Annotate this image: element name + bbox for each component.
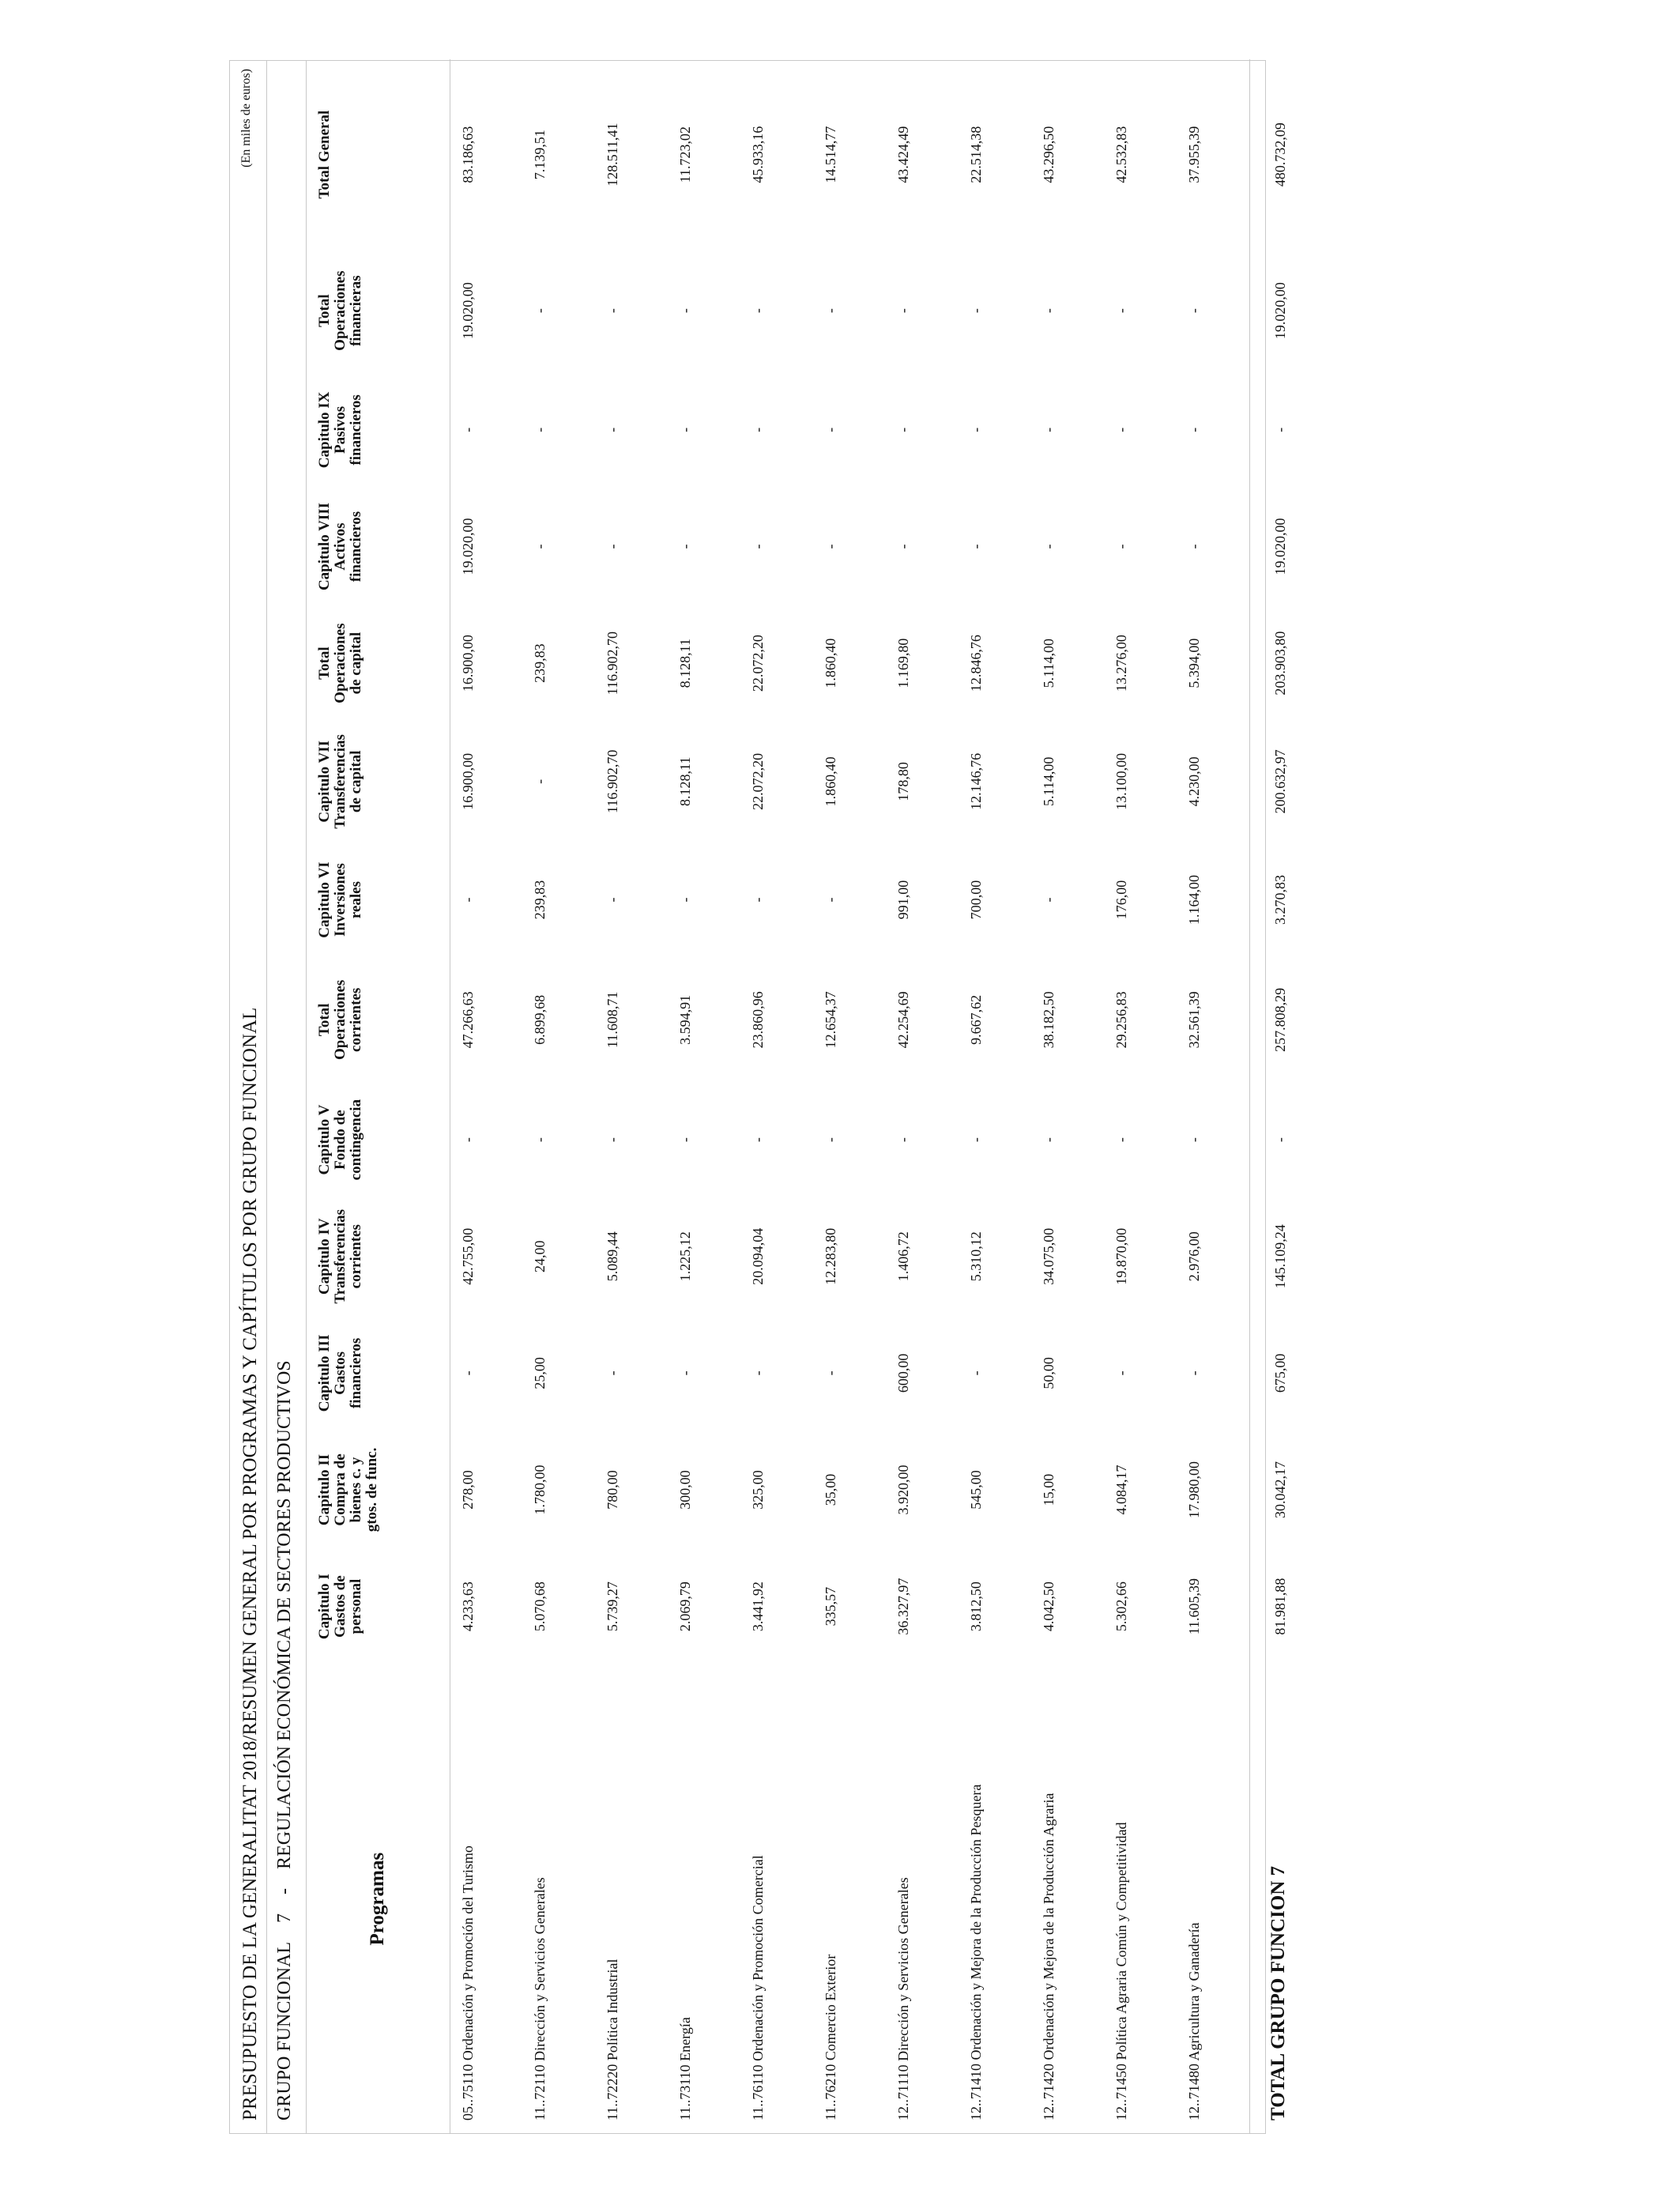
col-header-line: Capitulo III	[316, 1334, 333, 1412]
value-cell-cap6: -	[459, 897, 476, 903]
value-cell-cap2: 300,00	[677, 1470, 693, 1510]
value-cell-cap4: 42.755,00	[459, 1227, 476, 1285]
col-header-line: Total General	[316, 110, 333, 199]
value-cell-cap3: -	[677, 1370, 693, 1376]
group-dash: -	[274, 1887, 295, 1894]
value-cell-cap3: 25,00	[532, 1357, 548, 1389]
value-cell-cap8: -	[895, 544, 911, 549]
program-name: Ordenación y Promoción Comercial	[750, 1855, 766, 2061]
group-number: 7	[274, 1913, 295, 1923]
value-cell-tot-cap: 16.900,00	[459, 635, 476, 692]
value-cell-cap3: 675,00	[1271, 1353, 1288, 1393]
col-header-line: corrientes	[348, 1224, 364, 1289]
total-label: TOTAL GRUPO FUNCION 7	[1267, 1865, 1289, 2120]
value-cell-total: 7.139,51	[532, 130, 548, 180]
col-header-line: Pasivos	[332, 405, 348, 454]
value-cell-cap2: 325,00	[750, 1470, 766, 1510]
value-cell-tot-cap: 22.072,20	[750, 635, 766, 692]
col-header-tot-fin	[306, 250, 450, 371]
program-name: Dirección y Servicios Generales	[895, 1877, 911, 2061]
value-cell-cap5: -	[1041, 1137, 1057, 1143]
col-header-tot-corr	[306, 958, 450, 1081]
value-cell-tot-corr: 32.561,39	[1186, 991, 1202, 1049]
col-header-line: Operaciones	[332, 270, 348, 351]
program-code: 11..72110	[532, 2064, 548, 2120]
col-header-cap2	[306, 1431, 450, 1548]
value-cell-total: 22.514,38	[968, 126, 984, 183]
col-header-line: Capitulo VIII	[316, 502, 333, 591]
program-code: 12..71410	[968, 2064, 984, 2120]
col-header-cap8	[306, 488, 450, 605]
budget-page	[229, 60, 1289, 2134]
value-cell-cap9: -	[750, 427, 766, 432]
value-cell-cap9: -	[1041, 427, 1057, 432]
value-cell-cap5: -	[605, 1137, 620, 1143]
value-cell-cap4: 5.310,12	[968, 1231, 984, 1282]
table-row	[1104, 59, 1177, 2133]
col-header-line: gtos. de func.	[363, 1447, 380, 1532]
value-cell-cap5: -	[1271, 1137, 1288, 1143]
col-header-total	[306, 59, 450, 250]
value-cell-tot-corr: 38.182,50	[1041, 991, 1057, 1049]
value-cell-cap1: 4.233,63	[459, 1581, 476, 1632]
value-cell-cap9: -	[605, 427, 620, 432]
value-cell-total: 14.514,77	[823, 126, 838, 183]
value-cell-tot-fin: -	[1186, 308, 1202, 314]
value-cell-cap7: 1.860,40	[823, 756, 838, 807]
col-header-line: Transferencias	[332, 734, 348, 829]
value-cell-cap6: -	[1041, 897, 1057, 903]
value-cell-tot-fin: -	[823, 308, 838, 314]
table-row	[450, 59, 522, 2133]
value-cell-cap2: 15,00	[1041, 1473, 1057, 1506]
value-cell-cap1: 36.327,97	[895, 1578, 911, 1635]
value-cell-cap6: 1.164,00	[1186, 875, 1202, 925]
value-cell-cap6: -	[605, 897, 620, 903]
table-row	[1177, 59, 1249, 2133]
value-cell-cap7: 13.100,00	[1113, 752, 1129, 810]
value-cell-cap3: -	[605, 1370, 620, 1376]
col-header-cap1	[306, 1548, 450, 1665]
program-cell	[1177, 1664, 1249, 2133]
value-cell-tot-cap: 116.902,70	[605, 631, 620, 696]
value-cell-tot-cap: 1.860,40	[823, 638, 838, 688]
col-header-line: Activos	[332, 522, 348, 571]
value-cell-cap2: 4.084,17	[1113, 1465, 1129, 1515]
value-cell-cap8: -	[605, 544, 620, 549]
value-cell-total: 11.723,02	[677, 126, 693, 183]
value-cell-tot-corr: 11.608,71	[605, 991, 620, 1048]
col-header-line: Capitulo II	[316, 1453, 333, 1526]
value-cell-cap5: -	[968, 1137, 984, 1143]
value-cell-cap9: -	[1186, 427, 1202, 432]
value-cell-total: 45.933,16	[750, 126, 766, 183]
value-cell-cap2: 35,00	[823, 1473, 838, 1506]
col-header-line: Operaciones	[332, 623, 348, 703]
value-cell-cap6: -	[823, 897, 838, 903]
value-cell-cap4: 1.406,72	[895, 1231, 911, 1282]
value-cell-tot-corr: 257.808,29	[1271, 987, 1288, 1052]
value-cell-tot-fin: -	[532, 308, 548, 314]
col-header-line: reales	[348, 880, 364, 919]
value-cell-cap7: 8.128,11	[677, 756, 693, 807]
program-code: 11..76110	[750, 2064, 766, 2120]
value-cell-cap2: 30.042,17	[1271, 1461, 1288, 1518]
value-cell-cap7: 200.632,97	[1271, 749, 1288, 814]
value-cell-cap9: -	[1271, 427, 1288, 432]
program-code: 12..71110	[895, 2064, 911, 2120]
value-cell-cap8: -	[1186, 544, 1202, 549]
value-cell-tot-cap: 13.276,00	[1113, 635, 1129, 692]
value-cell-cap5: -	[532, 1137, 548, 1143]
value-cell-cap4: 20.094,04	[750, 1227, 766, 1285]
col-header-cap7	[306, 722, 450, 842]
value-cell-cap2: 1.780,00	[532, 1465, 548, 1515]
col-header-line: de capital	[348, 750, 364, 813]
col-header-cap6	[306, 842, 450, 959]
value-cell-cap1: 5.739,27	[605, 1581, 620, 1632]
col-header-line: personal	[348, 1578, 364, 1634]
value-cell-tot-fin: -	[1113, 308, 1129, 314]
value-cell-cap1: 11.605,39	[1186, 1578, 1202, 1635]
value-cell-cap6: 700,00	[968, 880, 984, 920]
col-header-line: Capitulo VI	[316, 861, 333, 938]
program-code: 12..71450	[1113, 2064, 1129, 2120]
value-cell-cap5: -	[677, 1137, 693, 1143]
col-header-line: Transferencias	[332, 1208, 348, 1304]
col-header-line: corrientes	[348, 987, 364, 1052]
value-cell-cap8: -	[823, 544, 838, 549]
program-name: Agricultura y Ganadería	[1186, 1922, 1202, 2061]
col-header-line: Gastos	[332, 1351, 348, 1395]
table-row	[740, 59, 813, 2133]
value-cell-total: 128.511,41	[605, 123, 620, 187]
value-cell-cap4: 5.089,44	[605, 1231, 620, 1282]
value-cell-cap7: 178,80	[895, 762, 911, 801]
value-cell-tot-corr: 23.860,96	[750, 991, 766, 1049]
program-cell	[450, 1664, 522, 2133]
value-cell-cap8: -	[1113, 544, 1129, 549]
col-header-tot-cap	[306, 605, 450, 722]
value-cell-tot-fin: -	[968, 308, 984, 314]
value-cell-cap5: -	[895, 1137, 911, 1143]
value-cell-cap8: -	[532, 544, 548, 549]
value-cell-tot-corr: 29.256,83	[1113, 991, 1129, 1049]
value-cell-tot-cap: 203.903,80	[1271, 631, 1288, 696]
value-cell-cap1: 5.070,68	[532, 1581, 548, 1632]
value-cell-tot-corr: 47.266,63	[459, 991, 476, 1049]
value-cell-cap3: -	[968, 1370, 984, 1376]
value-cell-tot-cap: 1.169,80	[895, 638, 911, 688]
col-header-line: Compra de	[332, 1453, 348, 1526]
value-cell-cap3: 600,00	[895, 1353, 911, 1393]
col-header-programas: Programas	[366, 1852, 388, 1946]
value-cell-cap8: 19.020,00	[459, 518, 476, 575]
col-header-cap9	[306, 371, 450, 488]
value-cell-cap7: 22.072,20	[750, 752, 766, 810]
program-cell	[740, 1664, 813, 2133]
table-row	[1031, 59, 1104, 2133]
functional-group	[274, 1346, 296, 2120]
value-cell-cap5: -	[459, 1137, 476, 1143]
value-cell-cap7: 5.114,00	[1041, 756, 1057, 807]
value-cell-cap1: 335,57	[823, 1586, 838, 1627]
value-cell-cap6: 991,00	[895, 880, 911, 920]
value-cell-cap2: 780,00	[605, 1470, 620, 1510]
col-header-line: financieros	[348, 511, 364, 582]
value-cell-cap5: -	[1186, 1137, 1202, 1143]
col-header-line: de capital	[348, 631, 364, 695]
program-cell	[886, 1664, 959, 2133]
value-cell-cap4: 24,00	[532, 1240, 548, 1272]
title-divider	[266, 61, 267, 2133]
program-cell	[668, 1664, 740, 2133]
program-cell	[813, 1664, 886, 2133]
value-cell-tot-fin: 19.020,00	[1271, 282, 1288, 340]
program-name: Dirección y Servicios Generales	[532, 1877, 548, 2061]
program-code: 11..73110	[677, 2064, 693, 2120]
value-cell-total: 43.424,49	[895, 126, 911, 183]
program-cell	[959, 1664, 1031, 2133]
value-cell-cap3: -	[750, 1370, 766, 1376]
col-header-line: Capitulo IX	[316, 391, 333, 469]
col-header-line: contingencia	[348, 1099, 364, 1181]
value-cell-cap9: -	[532, 427, 548, 432]
program-code: 11..76210	[823, 2064, 838, 2120]
col-header-cap3	[306, 1315, 450, 1432]
col-header-line: Capitulo V	[316, 1104, 333, 1175]
value-cell-cap1: 5.302,66	[1113, 1581, 1129, 1632]
value-cell-cap8: -	[677, 544, 693, 549]
value-cell-cap5: -	[1113, 1137, 1129, 1143]
value-cell-total: 37.955,39	[1186, 126, 1202, 183]
value-cell-cap2: 278,00	[459, 1470, 476, 1510]
value-cell-tot-corr: 6.899,68	[532, 994, 548, 1045]
value-cell-cap5: -	[823, 1137, 838, 1143]
total-row	[1249, 59, 1325, 2133]
table-header-row	[306, 59, 450, 2133]
value-cell-cap9: -	[968, 427, 984, 432]
value-cell-cap6: 176,00	[1113, 880, 1129, 920]
value-cell-cap3: -	[1113, 1370, 1129, 1376]
value-cell-cap1: 81.981,88	[1271, 1578, 1288, 1635]
value-cell-cap3: -	[459, 1370, 476, 1376]
col-header-line: Fondo de	[332, 1110, 348, 1170]
program-code: 12..71480	[1186, 2064, 1202, 2120]
value-cell-cap6: 3.270,83	[1271, 875, 1288, 925]
table-row	[813, 59, 886, 2133]
value-cell-cap4: 12.283,80	[823, 1227, 838, 1285]
value-cell-tot-fin: 19.020,00	[459, 282, 476, 340]
table-row	[886, 59, 959, 2133]
value-cell-tot-fin: -	[1041, 308, 1057, 314]
col-header-cap5	[306, 1081, 450, 1198]
value-cell-tot-cap: 239,83	[532, 643, 548, 683]
value-cell-cap4: 19.870,00	[1113, 1227, 1129, 1285]
col-header-line: financieros	[348, 1337, 364, 1409]
value-cell-cap4: 34.075,00	[1041, 1227, 1057, 1285]
value-cell-cap8: 19.020,00	[1271, 518, 1288, 575]
value-cell-cap7: -	[532, 778, 548, 784]
value-cell-cap2: 17.980,00	[1186, 1461, 1202, 1518]
value-cell-cap9: -	[677, 427, 693, 432]
col-header-line: Inversiones	[332, 863, 348, 937]
program-name: Energía	[677, 2017, 693, 2061]
program-name: Ordenación y Promoción del Turismo	[459, 1845, 476, 2061]
value-cell-cap9: -	[895, 427, 911, 432]
value-cell-total: 83.186,63	[459, 126, 476, 183]
table-row	[959, 59, 1031, 2133]
col-header-line: financieras	[348, 275, 364, 347]
program-cell	[522, 1664, 595, 2133]
col-header-line: financieros	[348, 394, 364, 466]
table-row	[595, 59, 668, 2133]
value-cell-cap1: 3.812,50	[968, 1581, 984, 1632]
program-code: 12..71420	[1041, 2064, 1057, 2120]
program-name: Política Industrial	[605, 1958, 620, 2061]
program-code: 05..75110	[459, 2064, 476, 2120]
value-cell-tot-cap: 5.114,00	[1041, 638, 1057, 688]
table-body	[450, 59, 1325, 2133]
group-name: REGULACIÓN ECONÓMICA DE SECTORES PRODUCTIVOS	[274, 1360, 295, 1869]
program-code: 11..72220	[605, 2064, 620, 2120]
value-cell-cap9: -	[1113, 427, 1129, 432]
value-cell-cap3: -	[1186, 1370, 1202, 1376]
table-row	[522, 59, 595, 2133]
program-name: Comercio Exterior	[823, 1954, 838, 2061]
program-name: Ordenación y Mejora de la Producción Pesquera	[968, 1784, 984, 2060]
value-cell-tot-fin: -	[750, 308, 766, 314]
col-header-line: Operaciones	[332, 979, 348, 1060]
value-cell-total: 43.296,50	[1041, 126, 1057, 183]
value-cell-tot-fin: -	[895, 308, 911, 314]
col-header-line: Capitulo VII	[316, 741, 333, 823]
document-title: PRESUPUESTO DE LA GENERALITAT 2018/RESUMEN GENERAL POR PROGRAMAS Y CAPÍTULOS POR GRUPO FUNCIONAL	[239, 1007, 261, 2120]
value-cell-cap8: -	[750, 544, 766, 549]
value-cell-tot-fin: -	[677, 308, 693, 314]
value-cell-cap7: 4.230,00	[1186, 756, 1202, 807]
value-cell-tot-fin: -	[605, 308, 620, 314]
col-header-line: Total	[316, 1003, 333, 1037]
program-cell	[1031, 1664, 1104, 2133]
value-cell-cap9: -	[823, 427, 838, 432]
value-cell-tot-cap: 12.846,76	[968, 635, 984, 692]
value-cell-cap2: 545,00	[968, 1470, 984, 1510]
col-header-line: Total	[316, 647, 333, 680]
value-cell-cap5: -	[750, 1137, 766, 1143]
value-cell-total: 480.732,09	[1271, 123, 1288, 187]
value-cell-cap4: 1.225,12	[677, 1231, 693, 1282]
group-label: GRUPO FUNCIONAL	[274, 1941, 295, 2120]
program-name: Política Agraria Común y Competitividad	[1113, 1822, 1129, 2060]
value-cell-cap3: -	[823, 1370, 838, 1376]
value-cell-tot-cap: 5.394,00	[1186, 638, 1202, 688]
value-cell-cap3: 50,00	[1041, 1357, 1057, 1389]
budget-table-wrapper	[306, 61, 1289, 2133]
value-cell-cap8: -	[968, 544, 984, 549]
value-cell-cap7: 12.146,76	[968, 752, 984, 810]
value-cell-cap1: 3.441,92	[750, 1581, 766, 1632]
value-cell-cap6: -	[750, 897, 766, 903]
value-cell-cap4: 145.109,24	[1271, 1224, 1288, 1289]
value-cell-total: 42.532,83	[1113, 126, 1129, 183]
program-cell	[1104, 1664, 1177, 2133]
value-cell-tot-cap: 8.128,11	[677, 638, 693, 688]
program-cell	[595, 1664, 668, 2133]
value-cell-cap2: 3.920,00	[895, 1465, 911, 1515]
table-row	[668, 59, 740, 2133]
value-cell-tot-corr: 12.654,37	[823, 991, 838, 1049]
col-header-line: Gastos de	[332, 1575, 348, 1638]
budget-table	[306, 59, 1325, 2133]
value-cell-cap9: -	[459, 427, 476, 432]
value-cell-cap6: -	[677, 897, 693, 903]
program-name: Ordenación y Mejora de la Producción Agraria	[1041, 1793, 1057, 2060]
value-cell-tot-corr: 9.667,62	[968, 994, 984, 1045]
col-header-line: bienes c. y	[348, 1457, 364, 1523]
value-cell-cap1: 2.069,79	[677, 1581, 693, 1632]
col-header-line: Total	[316, 294, 333, 327]
col-header-cap4	[306, 1198, 450, 1315]
value-cell-tot-corr: 3.594,91	[677, 994, 693, 1045]
value-cell-cap7: 116.902,70	[605, 749, 620, 814]
col-header-line: Capitulo I	[316, 1574, 333, 1640]
col-header-line: Capitulo IV	[316, 1218, 333, 1295]
value-cell-cap6: 239,83	[532, 880, 548, 920]
value-cell-tot-corr: 42.254,69	[895, 991, 911, 1049]
value-cell-cap8: -	[1041, 544, 1057, 549]
value-cell-cap1: 4.042,50	[1041, 1581, 1057, 1632]
units-note: (En miles de euros)	[239, 69, 253, 168]
value-cell-cap7: 16.900,00	[459, 752, 476, 810]
value-cell-cap4: 2.976,00	[1186, 1231, 1202, 1282]
